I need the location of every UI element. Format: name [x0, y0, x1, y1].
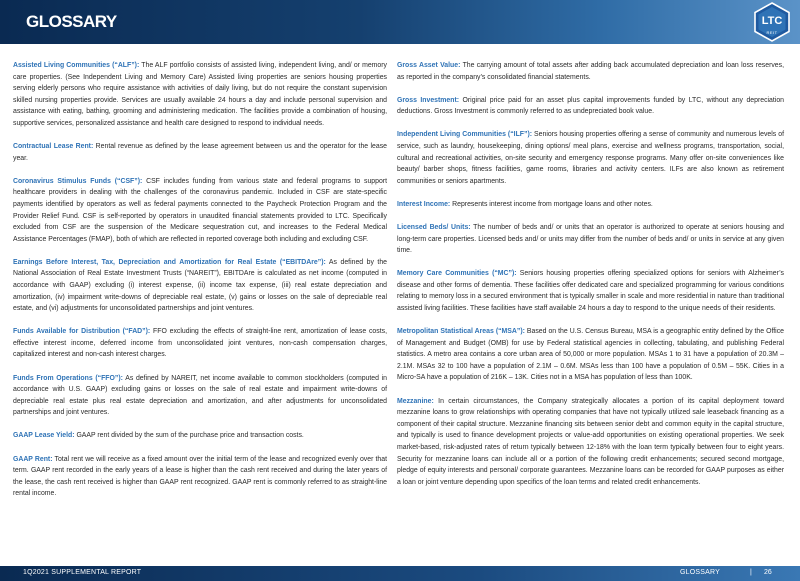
glossary-definition: As defined by NAREIT, net income available to common stockholders (computed in accordance with U.S. GAAP) excluding gains or losses on the sale of real estate and impairment write-downs of depreciable real estate plus real estate depreciation and amortization, and after adjustments for unconsolidated partnerships and joint ventures. — [13, 374, 387, 417]
glossary-term: Independent Living Communities (“ILF”): — [397, 131, 533, 139]
glossary-term: Licensed Beds/ Units: — [397, 223, 471, 231]
glossary-entry — [397, 95, 784, 118]
footer-separator: | — [750, 569, 752, 576]
glossary-definition: Based on the U.S. Census Bureau, MSA is a geographic entity defined by the Office of Management and Budget (OMB) for use by Federal statistical agencies in collecting, tabulating, and publishing Federal statistics. A metro area contains a core urban area of 50,000 or more population. MSAs 1 to 31 have a population of 20.3M – 2.1M. MSAs 32 to 100 have a population of 2.1M – 0.6M. MSAs less than 100 have a population of 0.5M – 55K. Cities in a Micro-SA have a population of 216K – 13K. Cities not in a MSA has population of less than 100K. — [397, 328, 784, 382]
glossary-term: Funds From Operations (“FFO”): — [13, 374, 123, 382]
glossary-definition: Seniors housing properties offering a sense of community and numerous levels of service, such as laundry, housekeeping, dining options/ meal plans, exercise and wellness programs, transportation, social, cultural and recreational activities, on-site security and emergency response programs. Many offer on-site conveniences like beauty/ barber shops, fitness facilities, game rooms, libraries and activity centers. ILFs are also known as retirement communities or seniors apartments. — [397, 131, 784, 185]
footer-section-name: GLOSSARY — [680, 569, 720, 576]
glossary-definition: Original price paid for an asset plus capital improvements funded by LTC, without any depreciation deductions. Gross Investment is commonly referred to as undepreciated book value. — [397, 96, 784, 116]
glossary-entry — [13, 430, 387, 442]
glossary-term: Memory Care Communities (“MC”): — [397, 270, 517, 278]
glossary-term: GAAP Rent: — [13, 455, 53, 463]
glossary-entry — [397, 326, 784, 384]
glossary-entry — [397, 60, 784, 83]
glossary-term: Contractual Lease Rent: — [13, 143, 94, 151]
glossary-entry — [13, 141, 387, 164]
glossary-entry — [13, 257, 387, 315]
glossary-term: Gross Asset Value: — [397, 62, 461, 69]
glossary-definition: The carrying amount of total assets after adding back accumulated depreciation and loan loss reserves, as reported in the company’s consolidated financial statements. — [397, 62, 784, 81]
glossary-definition: Seniors housing properties offering specialized options for seniors with Alzheimer’s disease and other forms of dementia. These facilities offer dedicated care and specialized programming for various conditions relating to memory loss in a secured environment that is typically smaller in scale and more residential in nature than traditional assisted living facilities. These facilities have staff available 24 hours a day to respond to the unique needs of their residents. — [397, 270, 784, 312]
glossary-term: Mezzanine: — [397, 397, 434, 405]
logo-text: LTC — [761, 15, 783, 27]
glossary-entry — [13, 176, 387, 246]
glossary-definition: Total rent we will receive as a fixed amount over the initial term of the lease and recognized evenly over that term. GAAP rent recorded in the early years of a lease is higher than the cash rent received and during the later years of the lease, the cash rent received is higher than GAAP rent recognized. GAAP rent is commonly referred to as straight-line rental income. — [13, 455, 387, 498]
glossary-entry — [13, 326, 387, 361]
logo-subtext: REIT — [766, 30, 778, 35]
page-header — [0, 0, 800, 44]
glossary-entry — [13, 454, 387, 500]
glossary-entry — [397, 396, 784, 489]
glossary-definition: In certain circumstances, the Company strategically allocates a portion of its capital deployment toward mezzanine loans to grow relationships with operating companies that have not typically utilized sale leaseback financing as a component of their capital structure. Mezzanine financing sits between senior debt and common equity in the capital structure, and typically is used to finance development projects or value-add opportunities on existing operational properties. We seek market-based, risk-adjusted rates of return typically between 12-18% with the loan term typically between four to eight years. Security for mezzanine loans can include all or a portion of the following credit enhancements; secured second mortgage, pledge of equity interests and personal/ corporate guarantees. Mezzanine loans can be recorded for GAAP purposes as either a loan or joint venture depending upon specifics of the loan terms and related credit enhancements. — [397, 397, 784, 486]
glossary-term: Coronavirus Stimulus Funds (“CSF”): — [13, 177, 143, 185]
glossary-term: GAAP Lease Yield: — [13, 432, 75, 440]
glossary-definition: GAAP rent divided by the sum of the purchase price and transaction costs. — [74, 432, 304, 440]
glossary-definition: CSF includes funding from various state and federal programs to support healthcare providers in dealing with the challenges of the coronavirus pandemic. Included in CSF are state-specific payments identified by operators as well as federal payments connected to the Paycheck Protection Program and the Provider Relief Fund. CSF is self-reported by operators in unaudited financial statements provided to LTC. Specifically excluded from CSF are the suspension of the Medicare sequestration cut, and increases to the Federal Medical Assistance Percentages (FMAP), both of which are reflected in reported coverage both including and excluding CSF. — [13, 177, 388, 243]
glossary-term: Interest Income: — [397, 200, 451, 208]
glossary-right-column — [397, 60, 784, 500]
glossary-definition: The number of beds and/ or units that an operator is authorized to operate at seniors housing and long-term care properties. Licensed beds and/ or units may differ from the number of beds and/ or units in service at any given time. — [397, 223, 784, 255]
glossary-entry — [397, 222, 784, 257]
glossary-definition: As defined by the National Association of Real Estate Investment Trusts (“NAREIT”), EBITDAre is calculated as net income (computed in accordance with GAAP) excluding (i) interest expense, (ii) income tax expense, (iii) real estate depreciation and amortization, (iv) impairment write-downs of depreciable real estate, (v) gains or losses on the sale of depreciable real estate, and (vi) adjustments for unconsolidated partnerships and joint ventures. — [13, 258, 387, 313]
glossary-definition: FFO excluding the effects of straight-line rent, amortization of lease costs, effective interest income, deferred income from unconsolidated joint ventures, non-cash compensation charges, capitalized interest and non-cash interest charges. — [13, 328, 387, 359]
page-title: GLOSSARY — [26, 12, 117, 31]
page-number: 26 — [764, 569, 772, 576]
page-footer — [0, 566, 800, 581]
glossary-entry — [397, 129, 784, 187]
ltc-logo — [752, 2, 792, 42]
glossary-left-column — [13, 60, 387, 511]
glossary-entry — [13, 60, 387, 130]
glossary-definition: Represents interest income from mortgage loans and other notes. — [450, 200, 653, 208]
glossary-entry — [397, 199, 784, 211]
glossary-entry — [397, 268, 784, 314]
glossary-term: Funds Available for Distribution (“FAD”): — [13, 328, 151, 336]
glossary-term: Gross Investment: — [397, 96, 460, 104]
glossary-definition: Rental revenue as defined by the lease agreement between us and the operator for the lease year. — [13, 143, 387, 162]
footer-report-name: 1Q2021 SUPPLEMENTAL REPORT — [23, 569, 142, 576]
glossary-entry — [13, 373, 387, 419]
glossary-term: Metropolitan Statistical Areas (“MSA”): — [397, 328, 525, 336]
glossary-term: Earnings Before Interest, Tax, Depreciation and Amortization for Real Estate (“EBITDAre”): — [13, 258, 326, 266]
glossary-definition: The ALF portfolio consists of assisted living, independent living, and/ or memory care properties. (See Independent Living and Memory Care) Assisted living properties are seniors housing properties serving elderly persons who require assistance with activities of daily living, but do not require the constant supervision skilled nursing properties provide. Services are usually available 24 hours a day and include personal supervision and assistance with eating, bathing, grooming and administering medication. The facilities provide a combination of housing, supportive services, personalized assistance and health care designed to respond to individual needs. — [13, 62, 387, 127]
glossary-term: Assisted Living Communities (“ALF”): — [13, 62, 140, 69]
